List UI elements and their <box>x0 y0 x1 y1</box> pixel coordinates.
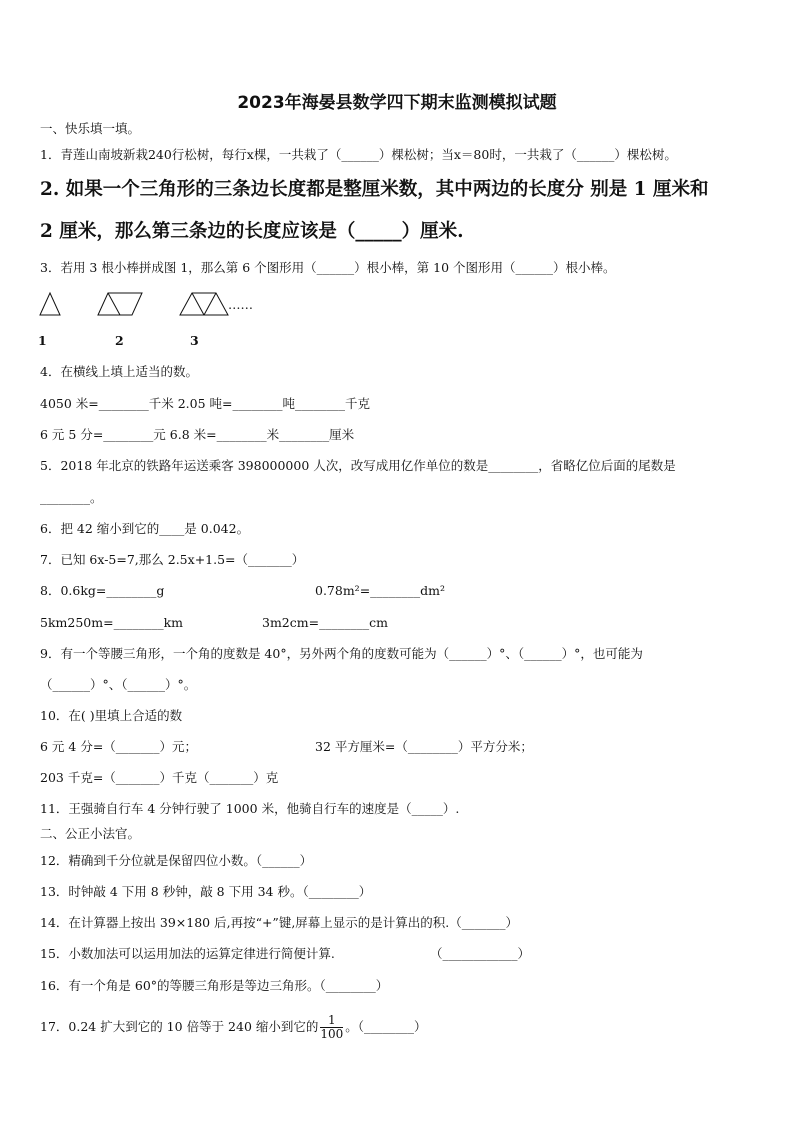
question-14: 14．在计算器上按出 39×180 后,再按“+”键,屏幕上显示的是计算出的积.（_______） <box>40 915 519 930</box>
question-17 <box>40 1014 427 1041</box>
question-11: 11．王强骑自行车 4 分钟行驶了 1000 米，他骑自行车的速度是（_____）. <box>40 801 460 816</box>
question-8-a-right: 0.78m²=________dm² <box>315 583 446 598</box>
question-10-a-right: 32 平方厘米=（________）平方分米； <box>315 739 533 754</box>
question-8-a-left: 8．0.6kg=________g <box>40 583 165 598</box>
question-9-line-2: （______）°、（______）°。 <box>40 677 197 692</box>
question-2-line-1: 2. 如果一个三角形的三条边长度都是整厘米数，其中两边的长度分 别是 1 厘米和 <box>40 179 709 200</box>
question-17-suffix: 。（________） <box>345 1019 427 1034</box>
question-13: 13．时钟敲 4 下用 8 秒钟，敲 8 下用 34 秒。（________） <box>40 884 372 899</box>
question-16: 16．有一个角是 60°的等腰三角形是等边三角形。（________） <box>40 978 389 993</box>
figure-label-1: 1 <box>38 333 47 348</box>
fraction-one-hundredth <box>320 1014 343 1041</box>
question-9-line-1: 9．有一个等腰三角形，一个角的度数是 40°，另外两个角的度数可能为（______）°、（______）°，也可能为 <box>40 646 643 661</box>
page-title: 2023年海晏县数学四下期末监测模拟试题 <box>237 93 557 113</box>
figure-2-parallelogram <box>98 293 142 315</box>
figure-3-trapezoid <box>180 293 228 315</box>
question-8-b-left: 5km250m=________km <box>40 615 183 630</box>
question-6: 6．把 42 缩小到它的____是 0.042。 <box>40 521 250 536</box>
question-15-blank: （____________） <box>430 946 531 961</box>
question-8-b-right: 3m2cm=________cm <box>262 615 388 630</box>
figure-3-divider-b <box>204 293 216 315</box>
question-10-b: 203 千克=（_______）千克（_______）克 <box>40 770 279 785</box>
fraction-denominator: 100 <box>320 1027 344 1041</box>
figure-ellipsis: …… <box>228 297 253 312</box>
figure-label-3: 3 <box>190 333 199 348</box>
question-4-part-a: 4050 米=________千米 2.05 吨=________吨________千克 <box>40 396 371 411</box>
figure-2-divider <box>108 293 120 315</box>
fraction-numerator: 1 <box>320 1014 343 1028</box>
question-4-part-b: 6 元 5 分=________元 6.8 米=________米________厘米 <box>40 427 355 442</box>
question-17-prefix: 17．0.24 扩大到它的 10 倍等于 240 缩小到它的 <box>40 1019 319 1034</box>
question-5-line-1: 5．2018 年北京的铁路年运送乘客 398000000 人次，改写成用亿作单位的数是________，省略亿位后面的尾数是 <box>40 458 676 473</box>
question-5-line-2: ________。 <box>40 490 103 505</box>
section-fill-in: 一、快乐填一填。 <box>40 121 141 136</box>
question-12: 12．精确到千分位就是保留四位小数。（______） <box>40 853 313 868</box>
question-1: 1．青莲山南坡新栽240行松树，每行x棵，一共栽了（______）棵松树；当x＝80时，一共栽了（______）棵松树。 <box>40 147 677 162</box>
question-4: 4．在横线上填上适当的数。 <box>40 364 198 379</box>
figure-label-2: 2 <box>115 333 124 348</box>
question-7: 7．已知 6x-5=7,那么 2.5x+1.5=（_______） <box>40 552 305 567</box>
question-10-a-left: 6 元 4 分=（_______）元； <box>40 739 198 754</box>
figure-3-divider-a <box>192 293 204 315</box>
question-3: 3．若用 3 根小棒拼成图 1，那么第 6 个图形用（______）根小棒，第 10 个图形用（______）根小棒。 <box>40 260 616 275</box>
question-2-line-2: 2 厘米，那么第三条边的长度应该是（_____）厘米. <box>40 221 464 242</box>
figure-1-triangle <box>40 293 60 315</box>
question-15-text: 15．小数加法可以运用加法的运算定律进行简便计算. <box>40 946 335 961</box>
section-true-false: 二、公正小法官。 <box>40 826 141 841</box>
question-10: 10．在( )里填上合适的数 <box>40 708 183 723</box>
